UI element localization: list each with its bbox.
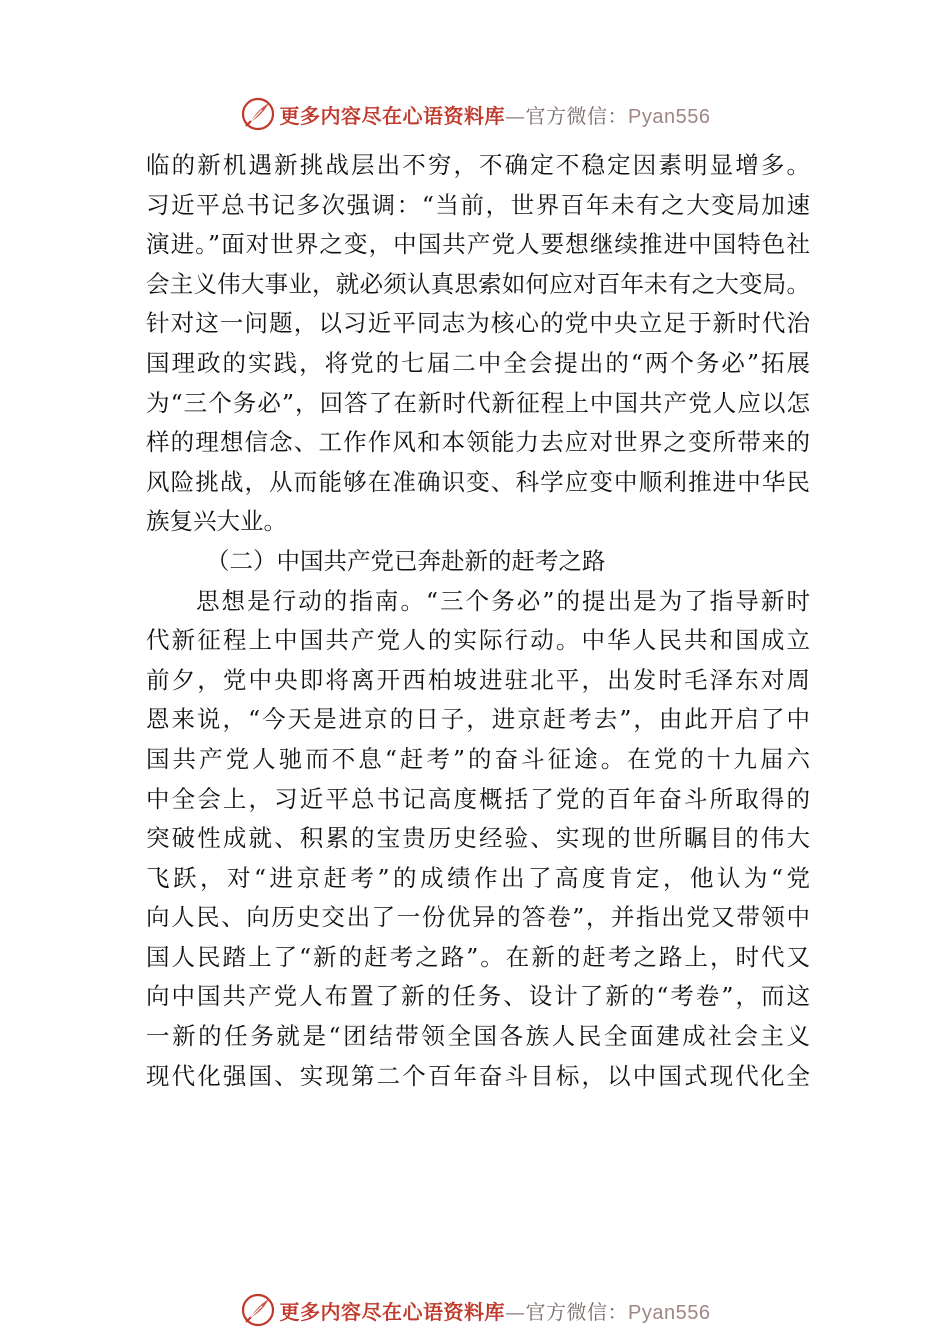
document-body (146, 146, 810, 1096)
section-heading: （二）中国共产党已奔赴新的赶考之路 (206, 546, 606, 575)
body-line: 会主义伟大事业，就必须认真思索如何应对百年未有之大变局。 (146, 269, 810, 298)
body-line: 样的理想信念、工作作风和本领能力去应对世界之变所带来的 (146, 428, 810, 457)
body-line: 代新征程上中国共产党人的实际行动。中华人民共和国成立 (146, 626, 810, 655)
body-line: 向人民、向历史交出了一份优异的答卷”，并指出党又带领中 (146, 903, 810, 932)
body-line: 思想是行动的指南。“三个务必”的提出是为了指导新时 (196, 586, 810, 615)
body-line: 国理政的实践，将党的七届二中全会提出的“两个务必”拓展 (146, 348, 810, 377)
body-line: 现代化强国、实现第二个百年奋斗目标，以中国式现代化全 (146, 1061, 810, 1090)
body-line: 国共产党人驰而不息“赶考”的奋斗征途。在党的十九届六 (146, 744, 810, 773)
footer-site-name: 更多内容尽在心语资料库 (279, 1299, 506, 1324)
body-line: 突破性成就、积累的宝贵历史经验、实现的世所瞩目的伟大 (146, 824, 810, 853)
body-line: 恩来说，“今天是进京的日子，进京赶考去”，由此开启了中 (146, 705, 810, 734)
header-watermark (0, 94, 950, 134)
body-line: 习近平总书记多次强调：“当前，世界百年未有之大变局加速 (146, 190, 810, 219)
body-line: 飞跃，对“进京赶考”的成绩作出了高度肯定，他认为“党 (146, 863, 810, 892)
header-wechat-label: 官方微信： (525, 103, 629, 128)
body-line: 为“三个务必”，回答了在新时代新征程上中国共产党人应以怎 (146, 388, 810, 417)
body-line: 向中国共产党人布置了新的任务、设计了新的“考卷”，而这 (146, 982, 810, 1011)
header-watermark-text (280, 100, 711, 129)
body-line: 族复兴大业。 (146, 507, 287, 536)
footer-wechat-label: 官方微信： (525, 1299, 629, 1324)
body-line: 临的新机遇新挑战层出不穷，不确定不稳定因素明显增多。 (146, 151, 810, 179)
footer-separator: — (505, 1299, 526, 1324)
footer-watermark-text (280, 1296, 711, 1325)
footer-wechat-id: Pyan556 (628, 1301, 711, 1324)
header-wechat-id: Pyan556 (628, 105, 711, 128)
body-line: 前夕，党中央即将离开西柏坡进驻北平，出发时毛泽东对周 (146, 665, 810, 694)
header-separator: — (505, 103, 526, 128)
body-line: 中全会上，习近平总书记高度概括了党的百年奋斗所取得的 (146, 784, 810, 813)
footer-watermark (0, 1290, 950, 1330)
body-line: 演进。”面对世界之变，中国共产党人要想继续推进中国特色社 (146, 230, 810, 259)
body-line: 一新的任务就是“团结带领全国各族人民全面建成社会主义 (146, 1022, 810, 1051)
header-site-name: 更多内容尽在心语资料库 (279, 103, 506, 128)
body-line: 国人民踏上了“新的赶考之路”。在新的赶考之路上，时代又 (146, 942, 810, 971)
body-line: 针对这一问题，以习近平同志为核心的党中央立足于新时代治 (146, 309, 810, 338)
body-line: 风险挑战，从而能够在准确识变、科学应变中顺利推进中华民 (146, 467, 810, 496)
feather-quill-logo-icon (240, 1292, 276, 1328)
feather-quill-logo-icon (240, 96, 276, 132)
